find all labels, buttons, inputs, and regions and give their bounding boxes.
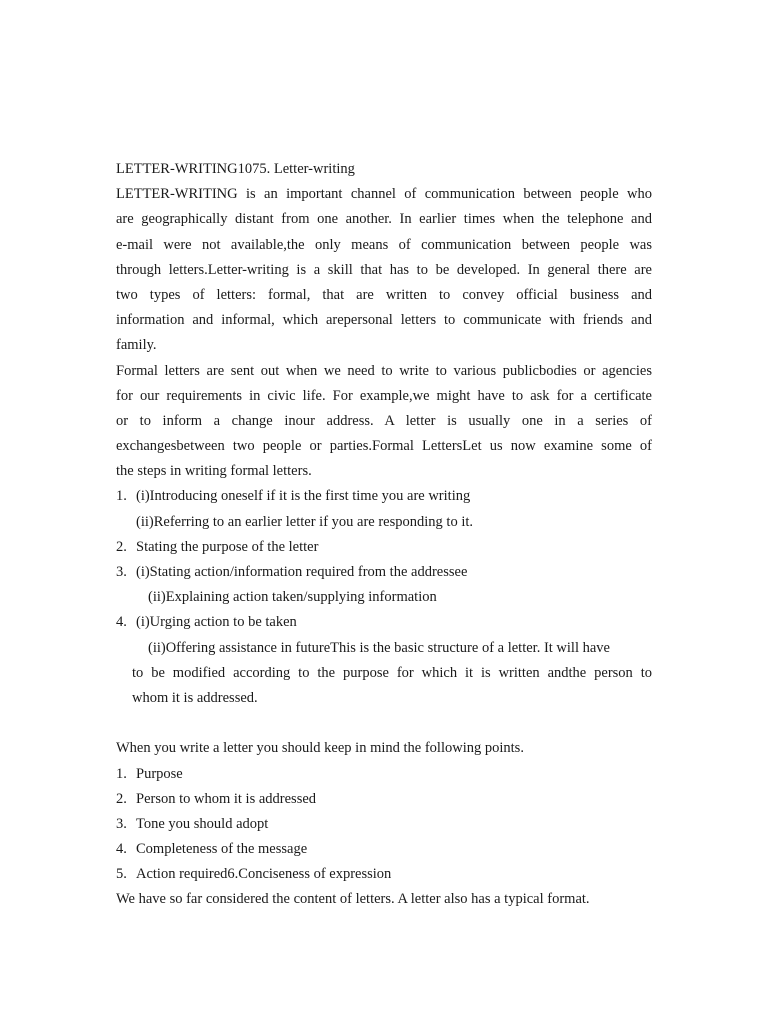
list-text: Stating the purpose of the letter — [136, 538, 319, 555]
paragraph-line: e-mail were not available,the only means of communication between people was — [116, 236, 652, 253]
list-text: (i)Urging action to be taken — [136, 614, 297, 631]
list-item — [116, 560, 652, 585]
list-text: Purpose — [136, 765, 183, 782]
list-number: 1. — [116, 765, 127, 782]
paragraph-line: are geographically distant from one another. In earlier times when the telephone and — [116, 211, 652, 228]
list-subitem: (ii)Explaining action taken/supplying information — [148, 589, 437, 606]
document-page — [116, 157, 652, 913]
list-item — [116, 610, 652, 635]
paragraph-line: family. — [116, 337, 157, 354]
list-text: Completeness of the message — [136, 841, 308, 858]
list-item — [116, 837, 652, 862]
list-subitem: (ii)Referring to an earlier letter if you are responding to it. — [136, 513, 473, 530]
list-item — [116, 862, 652, 887]
list-item — [116, 787, 652, 812]
list-text: Action required6.Conciseness of expression — [136, 866, 392, 883]
list-text: (i)Stating action/information required from the addressee — [136, 564, 468, 580]
paragraph-line: for our requirements in civic life. For example,we might have to ask for a certificate — [116, 387, 652, 404]
list-item — [116, 484, 652, 509]
paragraph-line: through letters.Letter-writing is a skill that has to be developed. In general there are — [116, 261, 652, 278]
list-number: 5. — [116, 866, 127, 883]
document-heading: LETTER-WRITING1075. Letter-writing — [116, 161, 355, 177]
list-subitem: (ii)Offering assistance in futureThis is the basic structure of a letter. It will have — [148, 639, 610, 656]
points-list — [116, 762, 652, 888]
list-number: 4. — [116, 841, 127, 858]
intro-paragraph — [116, 182, 652, 358]
paragraph-line: or to inform a change inour address. A letter is usually one in a series of — [116, 412, 652, 429]
list-item — [116, 812, 652, 837]
list-number: 4. — [116, 614, 127, 631]
closing-line: We have so far considered the content of letters. A letter also has a typical format. — [116, 891, 590, 908]
paragraph-line: two types of letters: formal, that are written to convey official business and — [116, 286, 652, 303]
list-item — [116, 762, 652, 787]
list-text: Person to whom it is addressed — [136, 790, 317, 807]
list-text: Tone you should adopt — [136, 815, 269, 832]
list-text: (i)Introducing oneself if it is the first time you are writing — [136, 488, 471, 505]
list-number: 3. — [116, 815, 127, 832]
steps-list — [116, 484, 652, 711]
paragraph-line: exchangesbetween two people or parties.Formal LettersLet us now examine some of — [116, 438, 652, 455]
list-number: 2. — [116, 790, 127, 807]
list-number: 1. — [116, 488, 127, 505]
list-subitem: whom it is addressed. — [132, 689, 258, 706]
list-item — [116, 535, 652, 560]
paragraph-line: the steps in writing formal letters. — [116, 463, 312, 480]
paragraph-line: Formal letters are sent out when we need to write to various publicbodies or agencies — [116, 362, 652, 379]
points-intro: When you write a letter you should keep in mind the following points. — [116, 740, 524, 757]
list-number: 3. — [116, 564, 127, 580]
list-subitem: to be modified according to the purpose for which it is written andthe person to — [132, 664, 652, 681]
paragraph-line: information and informal, which arepersonal letters to communicate with friends and — [116, 312, 652, 329]
paragraph-line: LETTER-WRITING is an important channel of communication between people who — [116, 186, 652, 203]
blank-line — [116, 711, 652, 736]
formal-letters-paragraph — [116, 359, 652, 485]
list-number: 2. — [116, 538, 127, 555]
